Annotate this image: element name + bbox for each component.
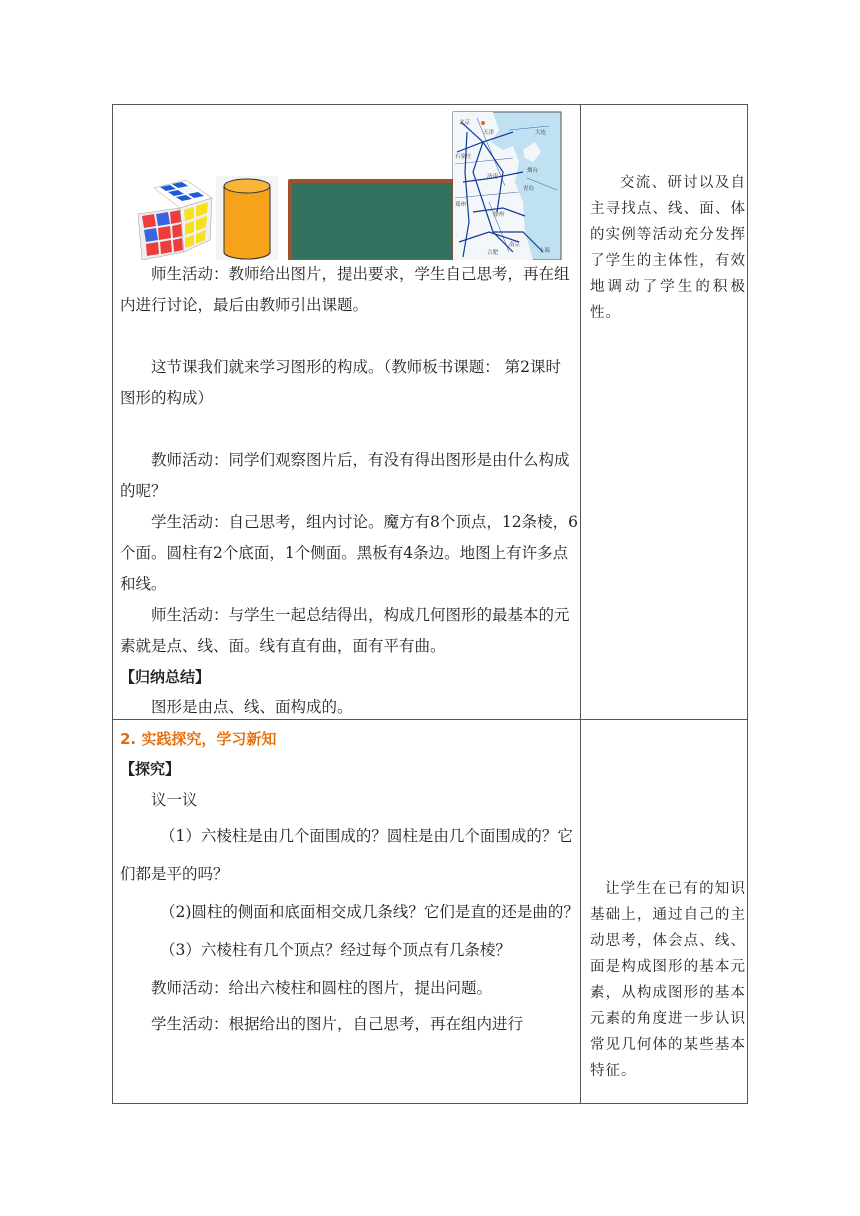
section-title: 2. 实践探究，学习新知 [120,730,277,748]
table-border-bottom [112,1103,748,1104]
row2-side-note: 让学生在已有的知识基础上，通过自己的主动思考，体会点、线、面是构成图形的基本元素，从构成图形的基本元素的角度进一步认识常见几何体的某些基本特征。 [590,881,746,1079]
paragraph-student-activity: 学生活动：自己思考，组内讨论。魔方有8个顶点，12条棱，6个面。圆柱有2个底面，1个侧面。黑板有4条边。地图上有许多点和线。 [120,513,578,593]
svg-text:石家庄: 石家庄 [455,154,472,160]
cylinder-icon [216,176,278,260]
svg-text:郑州: 郑州 [455,202,467,208]
svg-text:青岛: 青岛 [523,186,535,192]
map-icon [453,112,561,260]
summary-text: 图形是由点、线、面构成的。 [151,698,353,716]
discuss-label: 议一议 [151,791,198,809]
row1-content [120,259,582,722]
svg-text:徐州: 徐州 [493,212,505,218]
row2-content [120,725,582,1041]
paragraph-teacher-activity: 教师活动：同学们观察图片后，有没有得出图形是由什么构成的呢？ [120,451,570,500]
svg-text:烟台: 烟台 [527,168,539,174]
svg-text:大连: 大连 [535,130,547,136]
row1-side-note: 交流、研讨以及自主寻找点、线、面、体的实例等活动充分发挥了学生的主体性，有效地调动了学生的积极性。 [590,175,746,321]
question-1: （1）六棱柱是由几个面围成的？圆柱是由几个面围成的？它们都是平的吗？ [120,827,573,883]
table-border-top [112,104,748,105]
teacher-activity: 教师活动：给出六棱柱和圆柱的图片，提出问题。 [151,979,493,997]
svg-text:天津: 天津 [483,130,495,136]
paragraph-lesson-title: 这节课我们就来学习图形的构成。（教师板书课题： 第2课时 图形的构成） [120,358,577,407]
image-row [124,110,574,260]
table-border-left [112,104,113,1104]
explore-heading: 【探究】 [120,760,181,778]
lesson-table [112,104,748,1104]
paragraph-activity-1: 师生活动：教师给出图片，提出要求，学生自己思考，再在组内进行讨论，最后由教师引出课题。 [120,265,570,314]
question-2: （2)圆柱的侧面和底面相交成几条线？它们是直的还是曲的？ [160,903,579,921]
svg-text:合肥: 合肥 [487,250,499,256]
summary-heading: 【归纳总结】 [120,668,211,686]
question-3: （3）六棱柱有几个顶点？经过每个顶点有几条棱？ [160,941,511,959]
rubiks-cube-icon [138,180,212,260]
svg-text:济南: 济南 [487,174,499,180]
student-activity: 学生活动：根据给出的图片，自己思考，再在组内进行 [151,1015,524,1033]
paragraph-summary-activity: 师生活动：与学生一起总结得出，构成几何图形的最基本的元素就是点、线、面。线有直有曲，面有平有曲。 [120,606,570,655]
svg-text:北京: 北京 [459,120,471,126]
svg-text:南京: 南京 [509,242,521,248]
table-border-right [747,104,748,1104]
blackboard-icon [288,179,456,260]
svg-text:上海: 上海 [539,248,551,254]
